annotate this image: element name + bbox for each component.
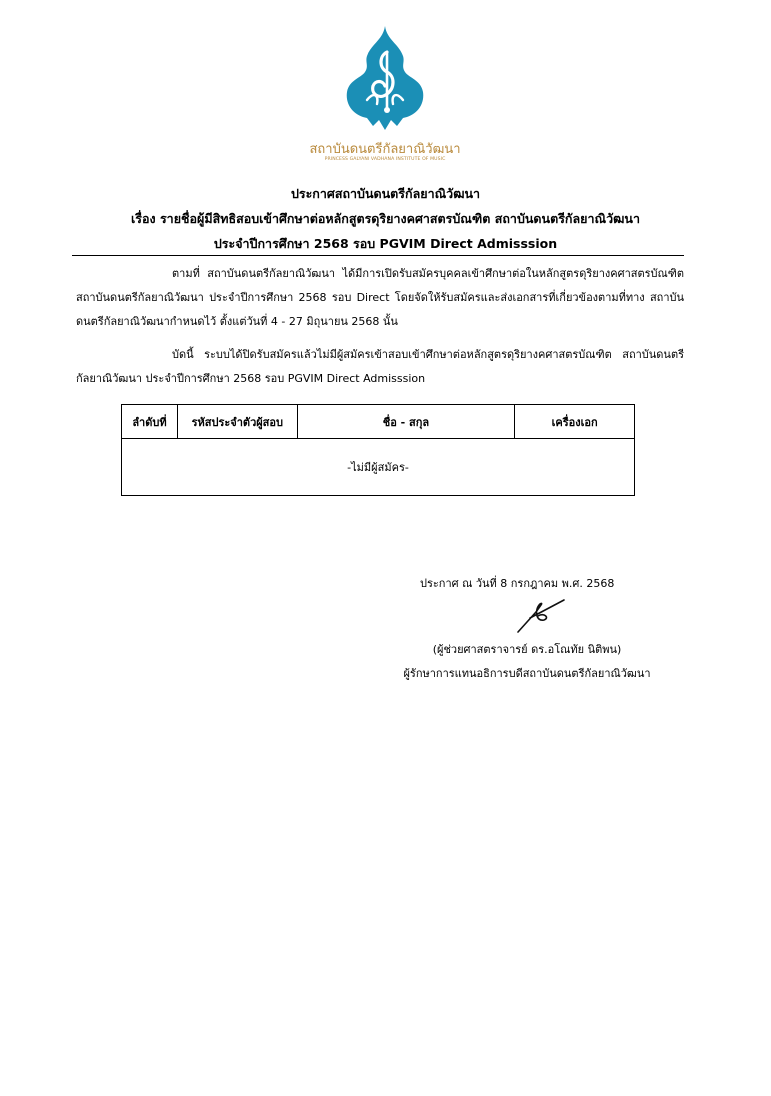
announcement-subject: เรื่อง รายชื่อผู้มีสิทธิสอบเข้าศึกษาต่อหลักสูตรดุริยางคศาสตรบัณฑิต สถาบันดนตรีกัลยาณิวัฒนา bbox=[131, 211, 640, 226]
announcement-round: ประจำปีการศึกษา 2568 รอบ PGVIM Direct Admisssion bbox=[213, 236, 558, 251]
col-header-order: ลำดับที่ bbox=[122, 405, 178, 439]
candidate-table bbox=[121, 404, 635, 496]
col-header-name: ชื่อ - สกุล bbox=[297, 405, 515, 439]
logo-name-english: PRINCESS GALYANI VADHANA INSTITUTE OF MUSIC bbox=[324, 157, 446, 162]
col-header-major-instrument: เครื่องเอก bbox=[515, 405, 635, 439]
announcement-title: ประกาศสถาบันดนตรีกัลยาณิวัฒนา bbox=[290, 186, 481, 201]
body-paragraph-1-text: ตามที่ สถาบันดนตรีกัลยาณิวัฒนา ได้มีการเปิดรับสมัครบุคคลเข้าศึกษาต่อในหลักสูตรดุริยางคศาสตรบัณฑิต สถาบันดนตรีกัลยาณิวัฒนา ประจำปีการศึกษา 2568 รอบ Direct โดยจัดให้รับสมัครและส่งเอกสารที่เกี่ยวข้องตามที่ทาง สถาบันดนตรีกัลยาณิวัฒนากำหนดไว้ ตั้งแต่วันที่ 4 - 27 มิถุนายน 2568 นั้น bbox=[76, 267, 684, 328]
announcement-date: ประกาศ ณ วันที่ 8 กรกฎาคม พ.ศ. 2568 bbox=[420, 577, 615, 590]
table-row bbox=[122, 439, 635, 496]
body-paragraph-2 bbox=[76, 343, 684, 391]
logo-name-thai: สถาบันดนตรีกัลยาณิวัฒนา bbox=[309, 142, 461, 157]
col-header-exam-id: รหัสประจำตัวผู้สอบ bbox=[177, 405, 297, 439]
no-applicants-message: -ไม่มีผู้สมัคร- bbox=[122, 439, 635, 496]
signatory-name: (ผู้ช่วยศาสตราจารย์ ดร.อโณทัย นิติพน) bbox=[432, 643, 622, 656]
institute-logo bbox=[300, 22, 470, 167]
body-paragraph-2-text: บัดนี้ ระบบได้ปิดรับสมัครแล้วไม่มีผู้สมัครเข้าสอบเข้าศึกษาต่อหลักสูตรดุริยางคศาสตรบัณฑิต สถาบันดนตรีกัลยาณิวัฒนา ประจำปีการศึกษา 2568 รอบ PGVIM Direct Admisssion bbox=[76, 348, 684, 385]
table-header-row bbox=[122, 405, 635, 439]
body-paragraph-1 bbox=[76, 262, 684, 334]
logo-emblem-icon bbox=[343, 22, 427, 132]
heading-divider bbox=[72, 255, 684, 256]
signature-mark-icon bbox=[514, 594, 568, 636]
signatory-position: ผู้รักษาการแทนอธิการบดีสถาบันดนตรีกัลยาณิวัฒนา bbox=[403, 667, 651, 680]
